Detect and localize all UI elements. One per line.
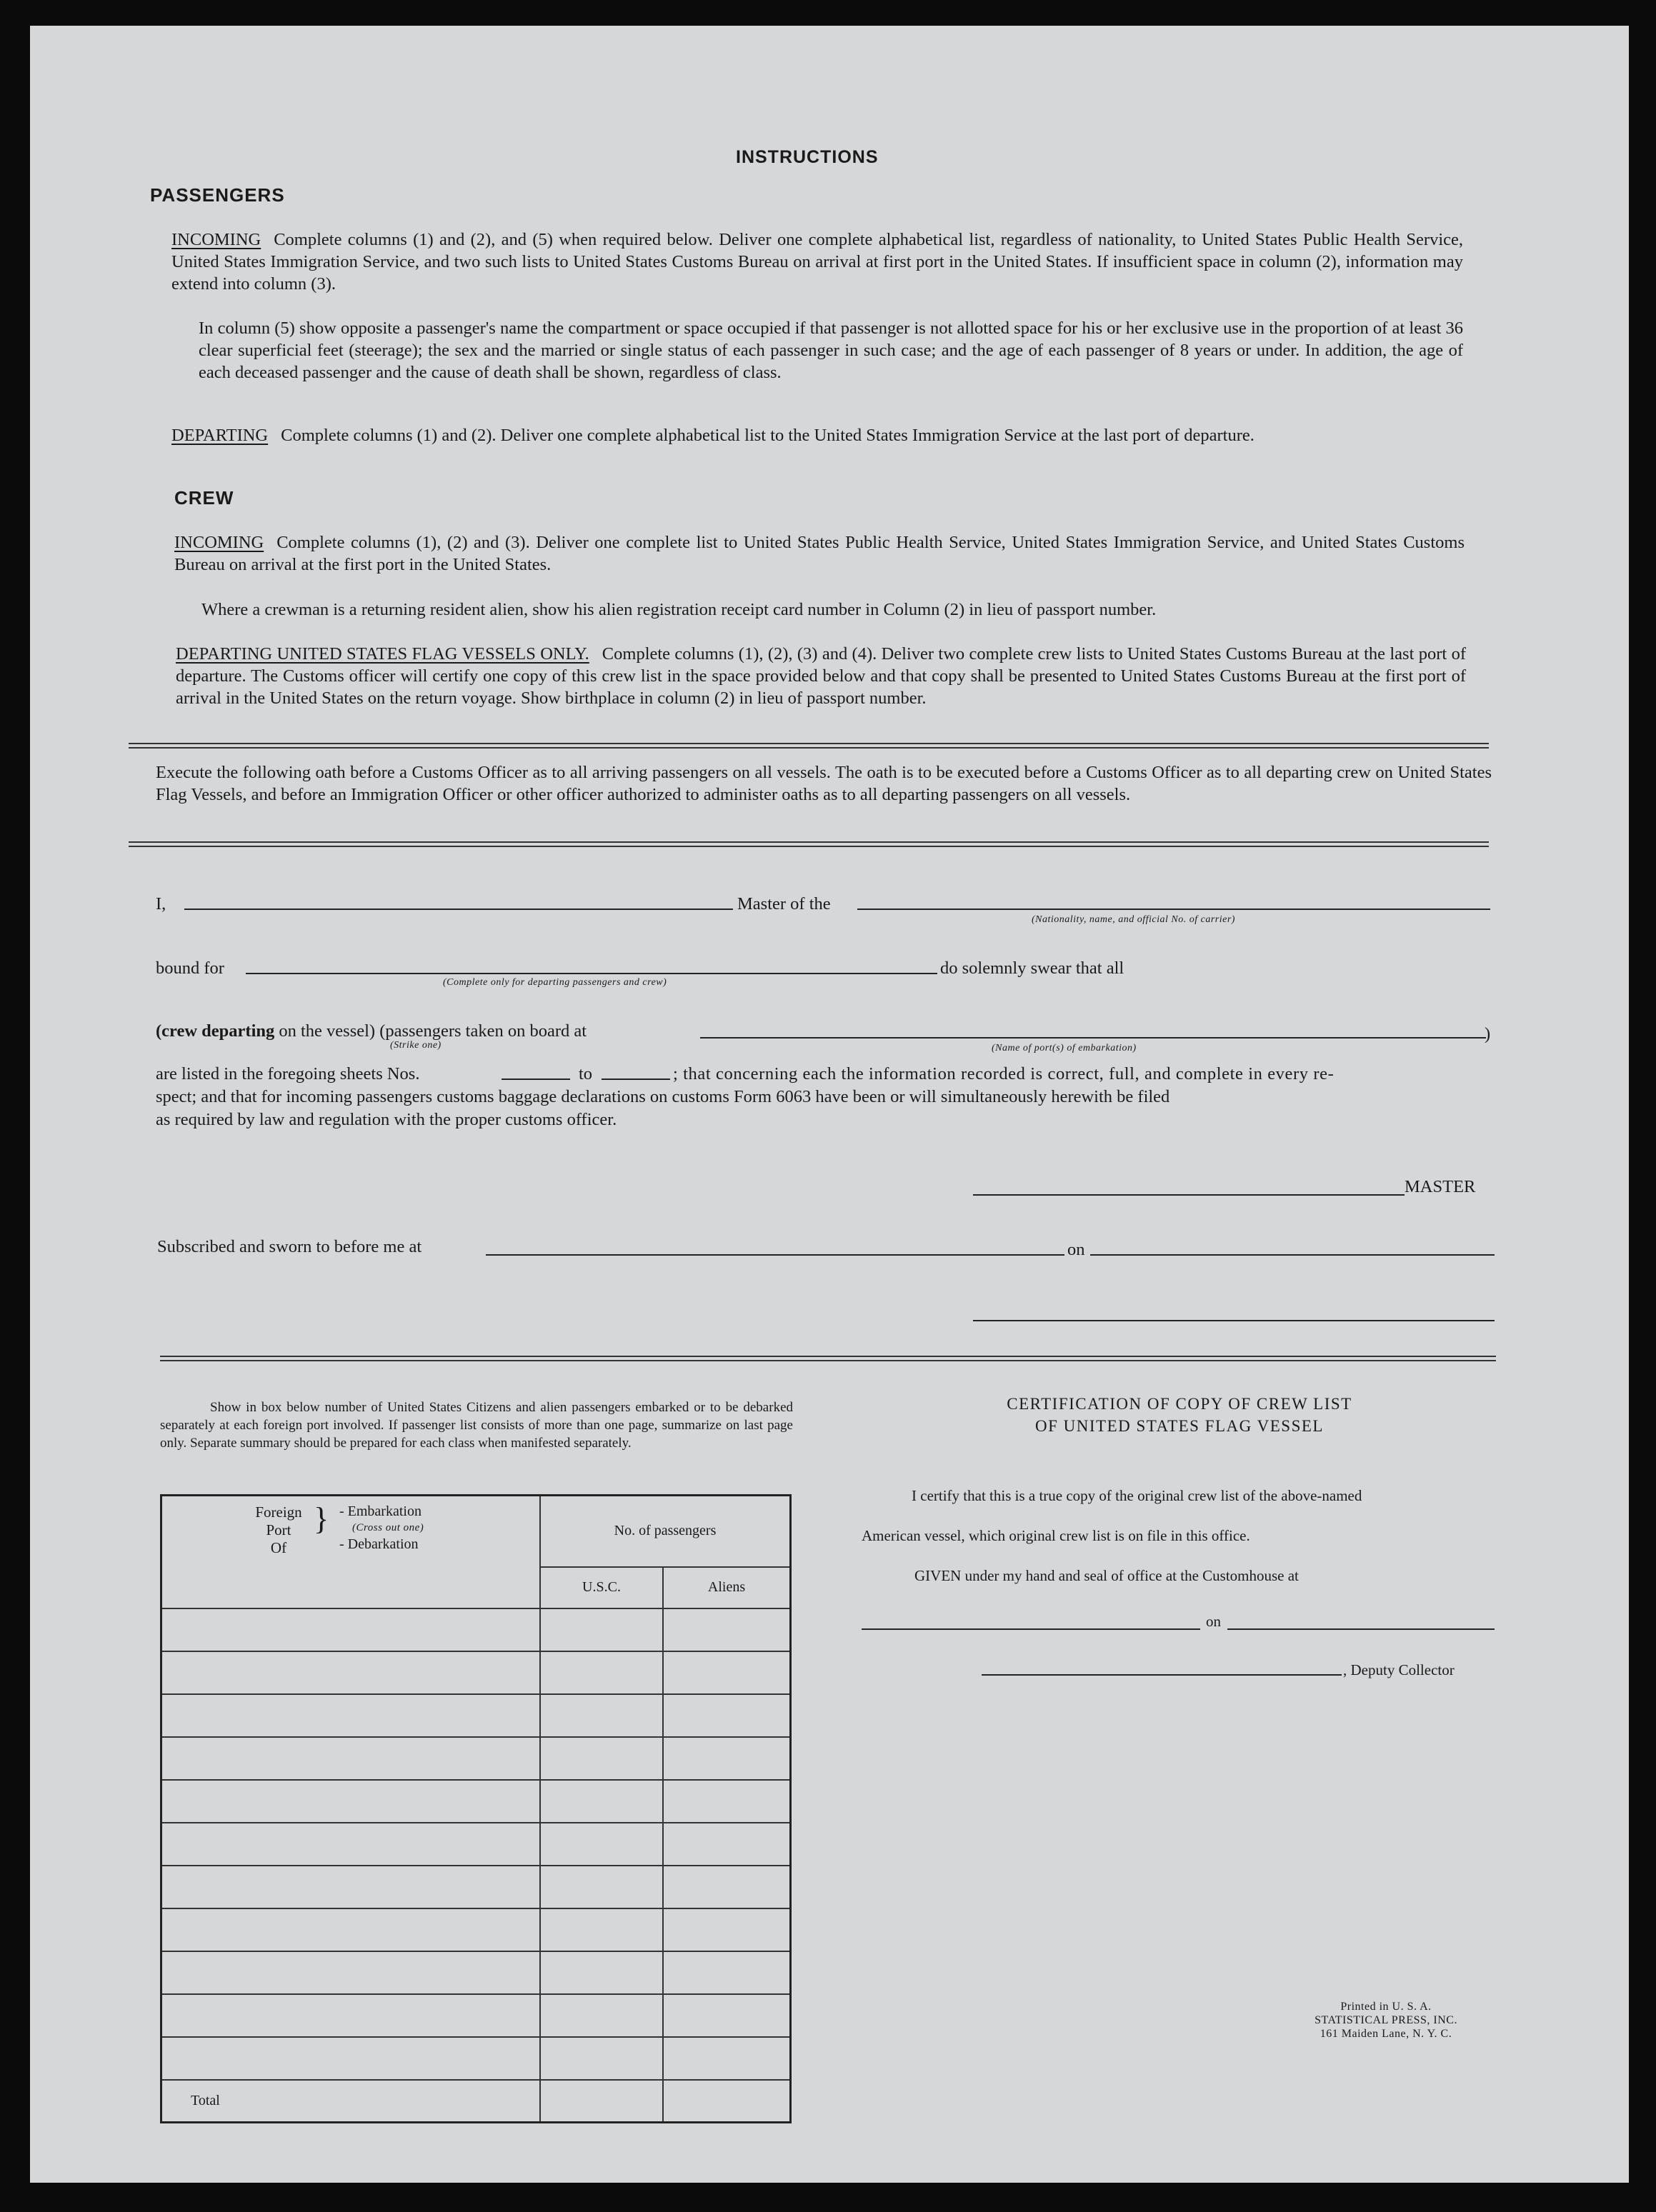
certification-title-line1: CERTIFICATION OF COPY OF CREW LIST bbox=[1007, 1395, 1352, 1413]
oath-line2: spect; and that for incoming passengers customs baggage declarations on customs Form 6063 have been or will simultaneously herewith be filed bbox=[156, 1087, 1170, 1106]
certification-line2: American vessel, which original crew list is on file in this office. bbox=[862, 1527, 1250, 1544]
passengers-incoming-text: Complete columns (1) and (2), and (5) when required below. Deliver one complete alphabetical list, regardless of nationality, to United States Public Health Service, United States Immigration Service, and two such lists to United States Customs Bureau on arrival at first port in the United States. If insufficient space in column (2), information may extend into column (3). bbox=[171, 230, 1463, 294]
table-row bbox=[161, 1651, 791, 1694]
master-label: MASTER bbox=[1405, 1177, 1476, 1196]
certification-line3: GIVEN under my hand and seal of office at the Customhouse at bbox=[914, 1567, 1299, 1584]
table-row bbox=[161, 1908, 791, 1951]
port-cell[interactable] bbox=[161, 1694, 541, 1737]
column5-paragraph: In column (5) show opposite a passenger's name the compartment or space occupied if that passenger is not allotted space for his or her exclusive use in the proportion of at least 36 clear superficial feet (steerage); the sex and the married or single status of each passenger in such case; and the age of each passenger of 8 years or under. In addition, the age of each deceased passenger and the cause of death shall be shown, regardless of class. bbox=[199, 319, 1463, 382]
complete-only-hint: (Complete only for departing passengers and crew) bbox=[443, 977, 667, 988]
port-cell[interactable] bbox=[161, 1608, 541, 1651]
oath-i-label: I, bbox=[156, 894, 166, 914]
aliens-cell[interactable] bbox=[663, 1908, 791, 1951]
total-label: Total bbox=[161, 2080, 541, 2123]
port-cell[interactable] bbox=[161, 1951, 541, 1994]
usc-cell[interactable] bbox=[540, 1823, 663, 1866]
usc-cell[interactable] bbox=[540, 1866, 663, 1908]
passengers-departing-text: Complete columns (1) and (2). Deliver one complete alphabetical list to the United States Immigration Service at the last port of departure. bbox=[281, 426, 1255, 445]
table-row bbox=[161, 1994, 791, 2037]
table-row bbox=[161, 1694, 791, 1737]
aliens-cell[interactable] bbox=[663, 1608, 791, 1651]
table-row bbox=[161, 1737, 791, 1780]
divider bbox=[160, 1356, 1496, 1361]
passengers-departing-paragraph bbox=[171, 424, 1463, 446]
usc-cell[interactable] bbox=[540, 1651, 663, 1694]
foreign-label: Foreign bbox=[255, 1503, 302, 1521]
crew-departing-text: Complete columns (1), (2), (3) and (4). Deliver two complete crew lists to United States Customs Bureau at the last port of departure. The Customs officer will certify one copy of this crew list in the space provided below and that copy shall be presented to United States Customs Bureau at the first port of arrival in the United States on the return voyage. Show birthplace in column (2) in lieu of passport number. bbox=[176, 644, 1466, 708]
sworn-date-field[interactable] bbox=[1090, 1254, 1495, 1256]
aliens-cell[interactable] bbox=[663, 1694, 791, 1737]
usc-cell[interactable] bbox=[540, 1951, 663, 1994]
listed-post-text: ; that concerning each the information recorded is correct, full, and complete in every re- bbox=[673, 1064, 1335, 1084]
port-cell[interactable] bbox=[161, 2037, 541, 2080]
port-cell[interactable] bbox=[161, 1994, 541, 2037]
certification-line1: I certify that this is a true copy of the original crew list of the above-named bbox=[912, 1487, 1362, 1504]
carrier-field[interactable] bbox=[857, 909, 1490, 910]
aliens-cell[interactable] bbox=[663, 1951, 791, 1994]
printer-line1: Printed in U. S. A. bbox=[1340, 2001, 1432, 2013]
crew-departing-label: DEPARTING UNITED STATES FLAG VESSELS ONLY. bbox=[176, 644, 589, 664]
on-the-vessel-text: on the vessel) bbox=[279, 1021, 376, 1041]
master-name-field[interactable] bbox=[184, 909, 733, 910]
nationality-hint: (Nationality, name, and official No. of carrier) bbox=[1032, 914, 1235, 925]
crew-incoming-paragraph bbox=[174, 531, 1465, 576]
brace-icon: } bbox=[314, 1501, 329, 1536]
divider bbox=[129, 743, 1489, 749]
divider bbox=[129, 841, 1489, 847]
printer-line3: 161 Maiden Lane, N. Y. C. bbox=[1320, 2028, 1452, 2040]
usc-cell[interactable] bbox=[540, 1994, 663, 2037]
strike-one-hint: (Strike one) bbox=[390, 1040, 442, 1051]
usc-cell[interactable] bbox=[540, 1780, 663, 1823]
listed-pre-text: are listed in the foregoing sheets Nos. bbox=[156, 1064, 420, 1084]
port-cell[interactable] bbox=[161, 1737, 541, 1780]
usc-cell[interactable] bbox=[540, 2037, 663, 2080]
port-cell[interactable] bbox=[161, 1651, 541, 1694]
aliens-cell[interactable] bbox=[663, 1866, 791, 1908]
passengers-taken-text: (passengers taken on board at bbox=[379, 1021, 587, 1041]
sworn-location-field[interactable] bbox=[486, 1254, 1064, 1256]
port-label: Port bbox=[266, 1521, 291, 1538]
passengers-incoming-label: INCOMING bbox=[171, 230, 261, 249]
table-row bbox=[161, 1608, 791, 1651]
resident-alien-paragraph: Where a crewman is a returning resident alien, show his alien registration receipt card number in Column (2) in lieu of passport number. bbox=[201, 600, 1157, 619]
table-row bbox=[161, 2037, 791, 2080]
crew-departing-text: (crew departing bbox=[156, 1021, 275, 1041]
total-row bbox=[161, 2080, 791, 2123]
crew-incoming-label: INCOMING bbox=[174, 533, 264, 552]
destination-field[interactable] bbox=[246, 973, 937, 974]
customhouse-field[interactable] bbox=[862, 1628, 1200, 1630]
aliens-cell[interactable] bbox=[663, 1823, 791, 1866]
crew-incoming-text: Complete columns (1), (2) and (3). Deliver one complete list to United States Public Health Service, United States Immigration Service, and United States Customs Bureau on arrival at the first port in the United States. bbox=[174, 533, 1465, 574]
aliens-header: Aliens bbox=[663, 1567, 791, 1608]
oath-line3: as required by law and regulation with the proper customs officer. bbox=[156, 1110, 617, 1129]
port-cell[interactable] bbox=[161, 1866, 541, 1908]
usc-cell[interactable] bbox=[540, 1608, 663, 1651]
printer-line2: STATISTICAL PRESS, INC. bbox=[1315, 2014, 1457, 2026]
cross-out-hint: (Cross out one) bbox=[352, 1522, 424, 1533]
usc-cell[interactable] bbox=[540, 1908, 663, 1951]
table-row bbox=[161, 1866, 791, 1908]
aliens-cell[interactable] bbox=[663, 1780, 791, 1823]
table-row bbox=[161, 1823, 791, 1866]
sworn-on-label: on bbox=[1067, 1240, 1085, 1259]
certification-title bbox=[862, 1393, 1497, 1437]
aliens-cell[interactable] bbox=[663, 1737, 791, 1780]
passengers-incoming-paragraph bbox=[171, 229, 1463, 295]
usc-cell[interactable] bbox=[540, 1737, 663, 1780]
total-aliens-cell[interactable] bbox=[663, 2080, 791, 2123]
certification-on-label: on bbox=[1206, 1613, 1221, 1630]
port-cell[interactable] bbox=[161, 1780, 541, 1823]
oath-instruction: Execute the following oath before a Customs Officer as to all arriving passengers on all vessels. The oath is to be executed before a Customs Officer as to all departing crew on United States Flag Vessels, and before an Immigration Officer or other officer authorized to administer oaths as to all departing passengers on all vessels. bbox=[156, 763, 1492, 804]
printer-imprint bbox=[1279, 2000, 1493, 2041]
port-cell[interactable] bbox=[161, 1908, 541, 1951]
passenger-summary-table bbox=[160, 1494, 792, 2123]
subscribed-label: Subscribed and sworn to before me at bbox=[157, 1237, 422, 1256]
usc-cell[interactable] bbox=[540, 1694, 663, 1737]
aliens-cell[interactable] bbox=[663, 1994, 791, 2037]
close-paren: ) bbox=[1485, 1024, 1491, 1044]
crew-heading: CREW bbox=[174, 487, 234, 509]
embarkation-label: - Embarkation bbox=[339, 1503, 422, 1519]
officer-signature-field[interactable] bbox=[973, 1320, 1495, 1321]
to-label: to bbox=[579, 1064, 593, 1084]
table-row bbox=[161, 1951, 791, 1994]
port-cell[interactable] bbox=[161, 1823, 541, 1866]
total-usc-cell[interactable] bbox=[540, 2080, 663, 2123]
aliens-cell[interactable] bbox=[663, 2037, 791, 2080]
master-of-the-label: Master of the bbox=[737, 894, 831, 914]
sheet-from-field[interactable] bbox=[502, 1079, 570, 1080]
table-row bbox=[161, 1780, 791, 1823]
passengers-heading: PASSENGERS bbox=[150, 184, 285, 206]
master-signature-field[interactable] bbox=[973, 1194, 1405, 1196]
swear-label: do solemnly swear that all bbox=[940, 959, 1124, 978]
debarkation-label: - Debarkation bbox=[339, 1536, 419, 1552]
port-hint: (Name of port(s) of embarkation) bbox=[992, 1043, 1137, 1054]
usc-header: U.S.C. bbox=[540, 1567, 663, 1608]
page-title: INSTRUCTIONS bbox=[736, 147, 879, 167]
summary-instruction: Show in box below number of United States Citizens and alien passengers embarked or to be debarked separately at each foreign port involved. If passenger list consists of more than one page, summarize on last page only. Separate summary should be prepared for each class when manifested separately. bbox=[160, 1400, 793, 1451]
bound-for-label: bound for bbox=[156, 959, 224, 978]
crew-departing-paragraph bbox=[176, 643, 1466, 709]
no-of-passengers-header: No. of passengers bbox=[540, 1496, 791, 1567]
sheet-to-field[interactable] bbox=[602, 1079, 670, 1080]
deputy-signature-field[interactable] bbox=[982, 1674, 1342, 1676]
deputy-collector-label: , Deputy Collector bbox=[1343, 1661, 1455, 1678]
embarkation-port-field[interactable] bbox=[700, 1037, 1486, 1039]
certification-title-line2: OF UNITED STATES FLAG VESSEL bbox=[1035, 1417, 1324, 1435]
crew-departing-option bbox=[156, 1020, 587, 1042]
passengers-departing-label: DEPARTING bbox=[171, 426, 269, 445]
port-header-cell bbox=[161, 1496, 541, 1608]
certification-date-field[interactable] bbox=[1227, 1628, 1495, 1630]
of-label: Of bbox=[270, 1539, 287, 1556]
aliens-cell[interactable] bbox=[663, 1651, 791, 1694]
